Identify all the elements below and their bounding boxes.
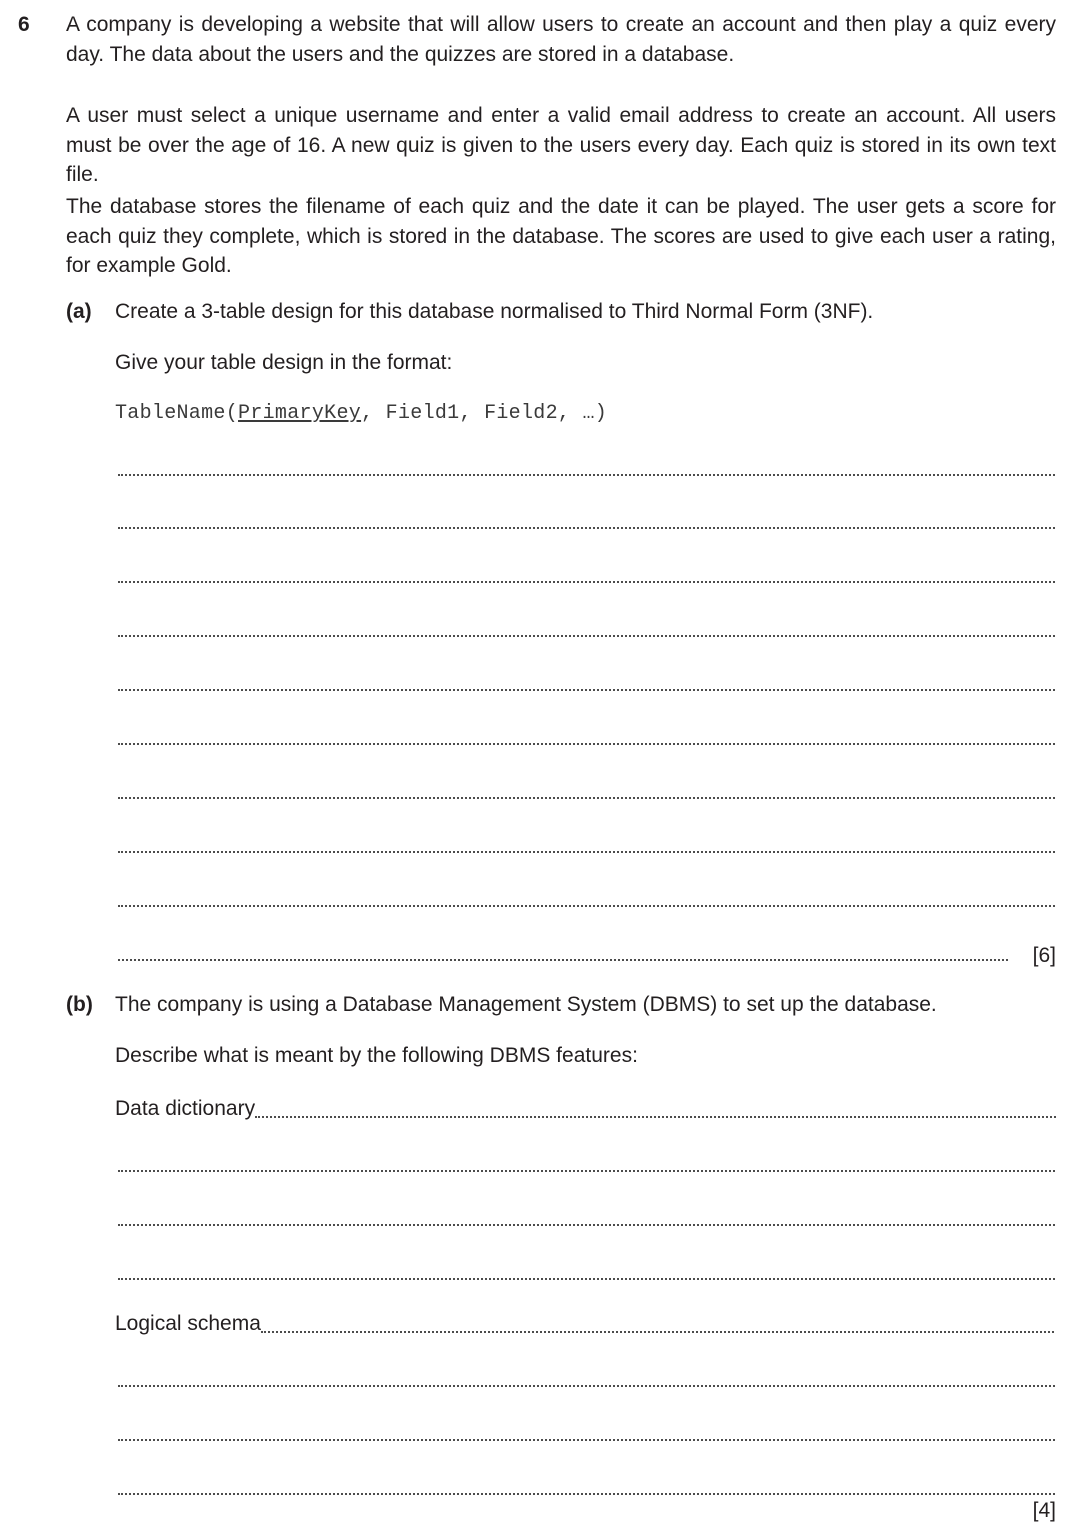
feature-logical-schema-row[interactable] <box>115 1309 1056 1338</box>
answer-line[interactable] <box>261 1327 1056 1333</box>
answer-line[interactable] <box>118 847 1055 853</box>
answer-line[interactable] <box>118 1220 1055 1226</box>
table-format-example <box>115 399 607 428</box>
answer-line[interactable] <box>118 523 1055 529</box>
answer-line[interactable] <box>118 1274 1055 1280</box>
format-primary-key: PrimaryKey <box>238 402 362 425</box>
answer-line[interactable] <box>118 470 1055 476</box>
part-b-instruction: Describe what is meant by the following DBMS features: <box>115 1044 638 1067</box>
format-prefix: TableName( <box>115 402 239 425</box>
stem-paragraph-2: A user must select a unique username and enter a valid email address to create an account. All users must be over the age of 16. A new quiz is given to the users every day. Each quiz is stored in its own text file. <box>66 104 1056 186</box>
answer-line[interactable] <box>255 1112 1056 1118</box>
stem-paragraph-1: A company is developing a website that will allow users to create an account and then play a quiz every day. The data about the users and the quizzes are stored in a database. <box>66 13 1056 66</box>
answer-line[interactable] <box>118 685 1055 691</box>
answer-line[interactable] <box>118 955 1008 961</box>
answer-line[interactable] <box>118 1489 1055 1495</box>
answer-line[interactable] <box>118 793 1055 799</box>
answer-line[interactable] <box>118 1166 1055 1172</box>
part-b-label: (b) <box>66 993 93 1016</box>
feature-logical-schema-label: Logical schema <box>115 1312 261 1335</box>
stem-paragraph-3: The database stores the filename of each quiz and the date it can be played. The user gets a score for each quiz they complete, which is stored in the database. The scores are used to give each user a rating, for example Gold. <box>66 195 1056 277</box>
part-b-marks: [4] <box>1032 1499 1056 1522</box>
answer-line[interactable] <box>118 739 1055 745</box>
part-a-format-instruction: Give your table design in the format: <box>115 351 453 374</box>
question-number: 6 <box>18 13 30 36</box>
answer-line[interactable] <box>118 1381 1055 1387</box>
part-a-prompt: Create a 3-table design for this database normalised to Third Normal Form (3NF). <box>115 300 874 323</box>
answer-line[interactable] <box>118 901 1055 907</box>
part-b-prompt: The company is using a Database Management System (DBMS) to set up the database. <box>115 993 937 1016</box>
feature-data-dictionary-label: Data dictionary <box>115 1097 256 1120</box>
answer-line[interactable] <box>118 631 1055 637</box>
feature-data-dictionary-row[interactable] <box>115 1094 1056 1123</box>
answer-line[interactable] <box>118 1435 1055 1441</box>
answer-line[interactable] <box>118 577 1055 583</box>
part-a-label: (a) <box>66 300 92 323</box>
format-suffix: , Field1, Field2, …) <box>361 402 608 425</box>
part-a-marks: [6] <box>1032 944 1056 967</box>
